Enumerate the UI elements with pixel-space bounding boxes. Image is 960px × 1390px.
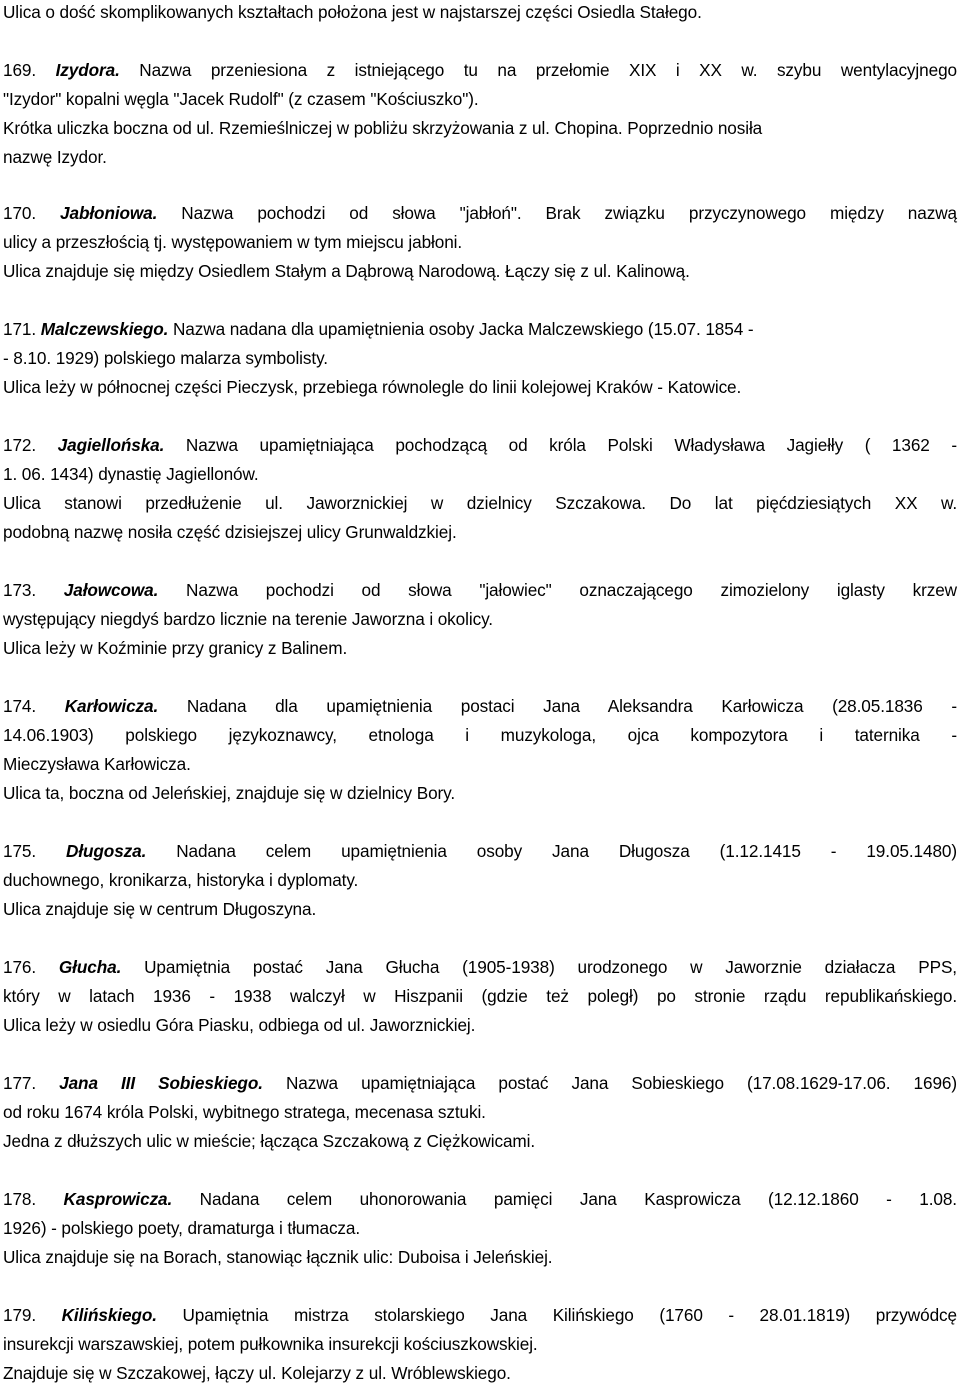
entry-178-line: 1926) - polskiego poety, dramaturga i tłumacza.: [3, 1218, 361, 1238]
entry-176-first-line: [3, 955, 957, 979]
entry-number: 173.: [3, 580, 37, 600]
entry-174-first-line: [3, 694, 957, 718]
street-name: Karłowicza.: [64, 696, 159, 716]
entry-171-line: Ulica leży w północnej części Pieczysk, przebiega równolegle do linii kolejowej Kraków - Katowice.: [3, 377, 742, 397]
entry-178-first-line: [3, 1187, 957, 1211]
entry-175-first-line: [3, 839, 957, 863]
entry-number: 179.: [3, 1305, 37, 1325]
entry-175-line: duchownego, kronikarza, historyka i dyplomaty.: [3, 870, 359, 890]
entry-169-line: Krótka uliczka boczna od ul. Rzemieślniczej w pobliżu skrzyżowania z ul. Chopina. Poprzednio nosiła: [3, 118, 763, 138]
entry-number: 175.: [3, 841, 37, 861]
street-name: Jana III Sobieskiego.: [59, 1073, 263, 1093]
entry-172-line: Ulica stanowi przedłużenie ul. Jaworznickiej w dzielnicy Szczakowa. Do lat pięćdziesiątych XX w.: [3, 493, 957, 513]
entry-173-first-line: [3, 578, 957, 602]
entry-170-first-line: [3, 201, 957, 225]
entry-178-line: Ulica znajduje się na Borach, stanowiąc łącznik ulic: Duboisa i Jeleńskiej.: [3, 1247, 553, 1267]
street-name: Jabłoniowa.: [60, 203, 158, 223]
entry-174-line: 14.06.1903) polskiego językoznawcy, etnologa i muzykologa, ojca kompozytora i taternika -: [3, 725, 957, 745]
entry-170-line: ulicy a przeszłością tj. występowaniem w tym miejscu jabłoni.: [3, 232, 463, 252]
entry-173-line: Ulica leży w Koźminie przy granicy z Balinem.: [3, 638, 348, 658]
entry-174-line: Ulica ta, boczna od Jeleńskiej, znajduje się w dzielnicy Bory.: [3, 783, 456, 803]
intro-text: Ulica o dość skomplikowanych kształtach położona jest w najstarszej części Osiedla Stałego.: [3, 2, 702, 22]
entry-179-line: insurekcji warszawskiej, potem pułkownika insurekcji kościuszkowskiej.: [3, 1334, 538, 1354]
street-name: Długosza.: [66, 841, 147, 861]
entry-text: Nadana celem upamiętnienia osoby Jana Długosza (1.12.1415 - 19.05.1480): [146, 841, 957, 861]
entry-177-line: od roku 1674 króla Polski, wybitnego stratega, mecenasa sztuki.: [3, 1102, 486, 1122]
entry-177-first-line: [3, 1071, 957, 1095]
entry-text: Nazwa pochodzi od słowa "jałowiec" oznaczającego zimozielony iglasty krzew: [158, 580, 957, 600]
entry-174-line: Mieczysława Karłowicza.: [3, 754, 191, 774]
street-name: Izydora.: [55, 60, 120, 80]
entry-number: 169.: [3, 60, 37, 80]
entry-176-line: który w latach 1936 - 1938 walczył w Hiszpanii (gdzie też poległ) po stronie rządu republikańskiego.: [3, 986, 957, 1006]
entry-177-line: Jedna z dłuższych ulic w mieście; łącząca Szczakową z Ciężkowicami.: [3, 1131, 536, 1151]
street-name: Kilińskiego.: [61, 1305, 157, 1325]
entry-179-line: Znajduje się w Szczakowej, łączy ul. Kolejarzy z ul. Wróblewskiego.: [3, 1363, 511, 1383]
street-name: Malczewskiego.: [40, 319, 169, 339]
entry-169-first-line: [3, 58, 957, 82]
entry-175-line: Ulica znajduje się w centrum Długoszyna.: [3, 899, 317, 919]
entry-text: Upamiętnia postać Jana Głucha (1905-1938) urodzonego w Jaworznie działacza PPS,: [121, 957, 957, 977]
entry-170-line: Ulica znajduje się między Osiedlem Stałym a Dąbrową Narodową. Łączy się z ul. Kalinową.: [3, 261, 690, 281]
entry-172-line: 1. 06. 1434) dynastię Jagiellonów.: [3, 464, 259, 484]
entry-text: Nazwa pochodzi od słowa "jabłoń". Brak związku przyczynowego między nazwą: [157, 203, 957, 223]
entry-number: 178.: [3, 1189, 37, 1209]
entry-number: 177.: [3, 1073, 37, 1093]
street-name: Kasprowicza.: [63, 1189, 173, 1209]
entry-number: 170.: [3, 203, 37, 223]
entry-169-line: "Izydor" kopalni węgla "Jacek Rudolf" (z czasem "Kościuszko").: [3, 89, 479, 109]
entry-text: Nazwa przeniesiona z istniejącego tu na przełomie XIX i XX w. szybu wentylacyjnego: [119, 60, 957, 80]
entry-176-line: Ulica leży w osiedlu Góra Piasku, odbiega od ul. Jaworznickiej.: [3, 1015, 476, 1035]
entry-171-first-line: [3, 317, 753, 341]
entry-text: Nazwa upamiętniająca postać Jana Sobieskiego (17.08.1629-17.06. 1696): [262, 1073, 957, 1093]
entry-number: 174.: [3, 696, 37, 716]
entry-172-line: podobną nazwę nosiła część dzisiejszej ulicy Grunwaldzkiej.: [3, 522, 457, 542]
entry-173-line: występujący niegdyś bardzo licznie na terenie Jaworzna i okolicy.: [3, 609, 493, 629]
entry-text: Nadana dla upamiętnienia postaci Jana Aleksandra Karłowicza (28.05.1836 -: [158, 696, 957, 716]
entry-169-line: nazwę Izydor.: [3, 147, 107, 167]
entry-171-line: - 8.10. 1929) polskiego malarza symbolisty.: [3, 348, 328, 368]
entry-number: 176.: [3, 957, 37, 977]
entry-179-first-line: [3, 1303, 957, 1327]
entry-text: Nazwa upamiętniająca pochodzącą od króla Polski Władysława Jagiełły ( 1362 -: [164, 435, 957, 455]
entry-text: Upamiętnia mistrza stolarskiego Jana Kilińskiego (1760 - 28.01.1819) przywódcę: [156, 1305, 957, 1325]
street-name: Głucha.: [58, 957, 122, 977]
entry-number: 172.: [3, 435, 37, 455]
entry-number: 171.: [3, 319, 37, 339]
entry-text: Nadana celem uhonorowania pamięci Jana Kasprowicza (12.12.1860 - 1.08.: [172, 1189, 957, 1209]
street-name: Jałowcowa.: [63, 580, 159, 600]
entry-172-first-line: [3, 433, 957, 457]
entry-text: Nazwa nadana dla upamiętnienia osoby Jacka Malczewskiego (15.07. 1854 -: [168, 319, 754, 339]
street-name: Jagiellońska.: [57, 435, 165, 455]
